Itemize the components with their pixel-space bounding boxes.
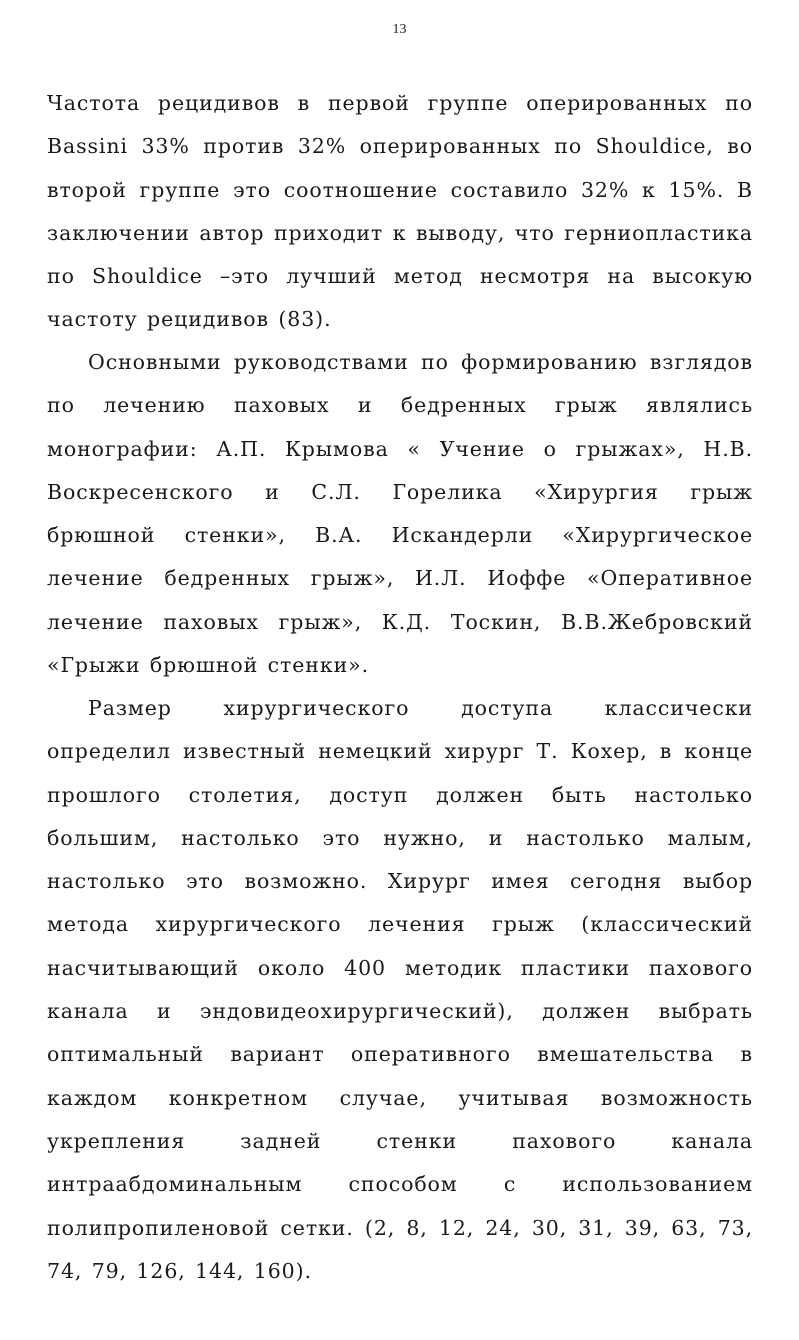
page-number: 13 [392, 22, 407, 37]
paragraph-1 [47, 82, 753, 342]
paragraph-2 [47, 341, 753, 687]
paragraph-text: Частота рецидивов в первой группе оперированных по Bassini 33% против 32% оперированных по Shouldice, во второй группе это соотношение составило 32% к 15%. В заключении автор приходит к выводу, что герниопластика по Shouldice –это лучший метод несмотря на высокую частоту рецидивов (83). [47, 91, 753, 332]
paragraph-text: Основными руководствами по формированию взглядов по лечению паховых и бедренных грыж являлись монографии: А.П. Крымова « Учение о грыжах», Н.В. Воскресенского и С.Л. Горелика «Хирургия грыж брюшной стенки», В.А. Искандерли «Хирургическое лечение бедренных грыж», И.Л. Иоффе «Оперативное лечение паховых грыж», К.Д. Тоскин, В.В.Жебровский «Грыжи брюшной стенки». [47, 350, 753, 678]
paragraph-3 [47, 687, 753, 1293]
paragraph-text: Размер хирургического доступа классически определил известный немецкий хирург Т. Кохер, в конце прошлого столетия, доступ должен быть настолько большим, настолько это нужно, и настолько малым, настолько это возможно. Хирург имея сегодня выбор метода хирургического лечения грыж (классический насчитывающий около 400 методик пластики пахового канала и эндовидеохирургический), должен выбрать оптимальный вариант оперативного вмешательства в каждом конкретном случае, учитывая возможность укрепления задней стенки пахового канала интраабдоминальным способом с использованием полипропиленовой сетки. (2, 8, 12, 24, 30, 31, 39, 63, 73, 74, 79, 126, 144, 160). [47, 696, 753, 1283]
